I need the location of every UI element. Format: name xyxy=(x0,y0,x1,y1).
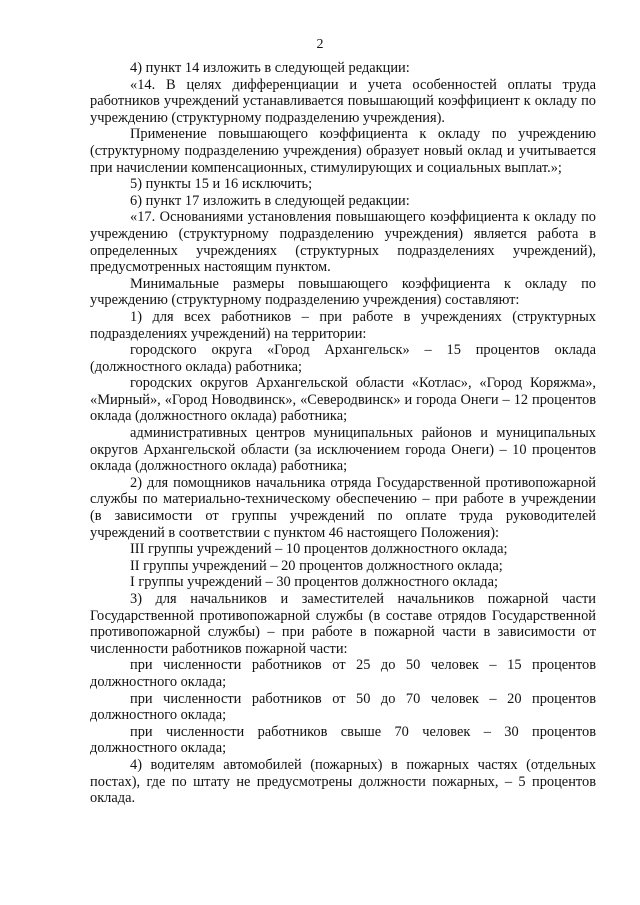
paragraph-staff-over-70: при численности работников свыше 70 человек – 30 процентов должностного оклада; xyxy=(90,723,596,757)
paragraph-minimum-sizes: Минимальные размеры повышающего коэффициента к окладу по учреждению (структурному подразделению учреждения) составляют: xyxy=(90,275,596,309)
paragraph-subitem-1: 1) для всех работников – при работе в учреждениях (структурных подразделениях учреждений) на территории: xyxy=(90,308,596,342)
document-body xyxy=(90,60,596,807)
paragraph-subitem-3: 3) для начальников и заместителей начальников пожарной части Государственной противопожарной службы (в составе отрядов Государственной противопожарной службы) – при работе в пожарной части в зависимости от численности работников пожарной части: xyxy=(90,591,596,657)
paragraph-coefficient-application: Применение повышающего коэффициента к окладу по учреждению (структурному подразделению учреждения) образует новый оклад и учитывается при начислении компенсационных, стимулирующих и социальных выплат.»; xyxy=(90,126,596,176)
paragraph-group-3: III группы учреждений – 10 процентов должностного оклада; xyxy=(130,541,508,558)
paragraph-arkhangelsk: городского округа «Город Архангельск» – 15 процентов оклада (должностного оклада) работника; xyxy=(90,342,596,375)
paragraph-item-6: 6) пункт 17 изложить в следующей редакции: xyxy=(130,192,410,209)
paragraph-item-4: 4) пункт 14 изложить в следующей редакции: xyxy=(130,60,410,76)
paragraph-group-2: II группы учреждений – 20 процентов должностного оклада; xyxy=(130,557,503,574)
paragraph-staff-50-70: при численности работников от 50 до 70 человек – 20 процентов должностного оклада; xyxy=(90,690,596,724)
paragraph-clause-14: «14. В целях дифференциации и учета особенностей оплаты труда работников учреждений устанавливается повышающий коэффициент к окладу по учреждению (структурному подразделению учреждения). xyxy=(90,76,596,126)
paragraph-administrative-centers: административных центров муниципальных районов и муниципальных округов Архангельской области (за исключением города Онеги) – 10 процентов оклада (должностного оклада) работника; xyxy=(90,425,596,475)
page-number: 2 xyxy=(316,37,324,52)
paragraph-staff-25-50: при численности работников от 25 до 50 человек – 15 процентов должностного оклада; xyxy=(90,657,596,690)
paragraph-city-districts: городских округов Архангельской области «Котлас», «Город Коряжма», «Мирный», «Город Новодвинск», «Северодвинск» и города Онеги – 12 процентов оклада (должностного оклада) работника; xyxy=(90,375,596,425)
paragraph-subitem-2: 2) для помощников начальника отряда Государственной противопожарной службы по материально-техническому обеспечению – при работе в учреждении (в зависимости от группы учреждений по оплате труда руководителей учреждений в соответствии с пунктом 46 настоящего Положения): xyxy=(90,474,596,541)
paragraph-item-5: 5) пункты 15 и 16 исключить; xyxy=(130,176,313,193)
paragraph-clause-17: «17. Основаниями установления повышающего коэффициента к окладу по учреждению (структурному подразделению учреждения) является работа в определенных учреждениях (структурных подразделениях учреждений), предусмотренных настоящим пунктом. xyxy=(90,209,596,276)
paragraph-subitem-4: 4) водителям автомобилей (пожарных) в пожарных частях (отдельных постах), где по штату не предусмотрены должности пожарных, – 5 процентов оклада. xyxy=(90,756,596,807)
paragraph-group-1: I группы учреждений – 30 процентов должностного оклада; xyxy=(130,574,498,591)
